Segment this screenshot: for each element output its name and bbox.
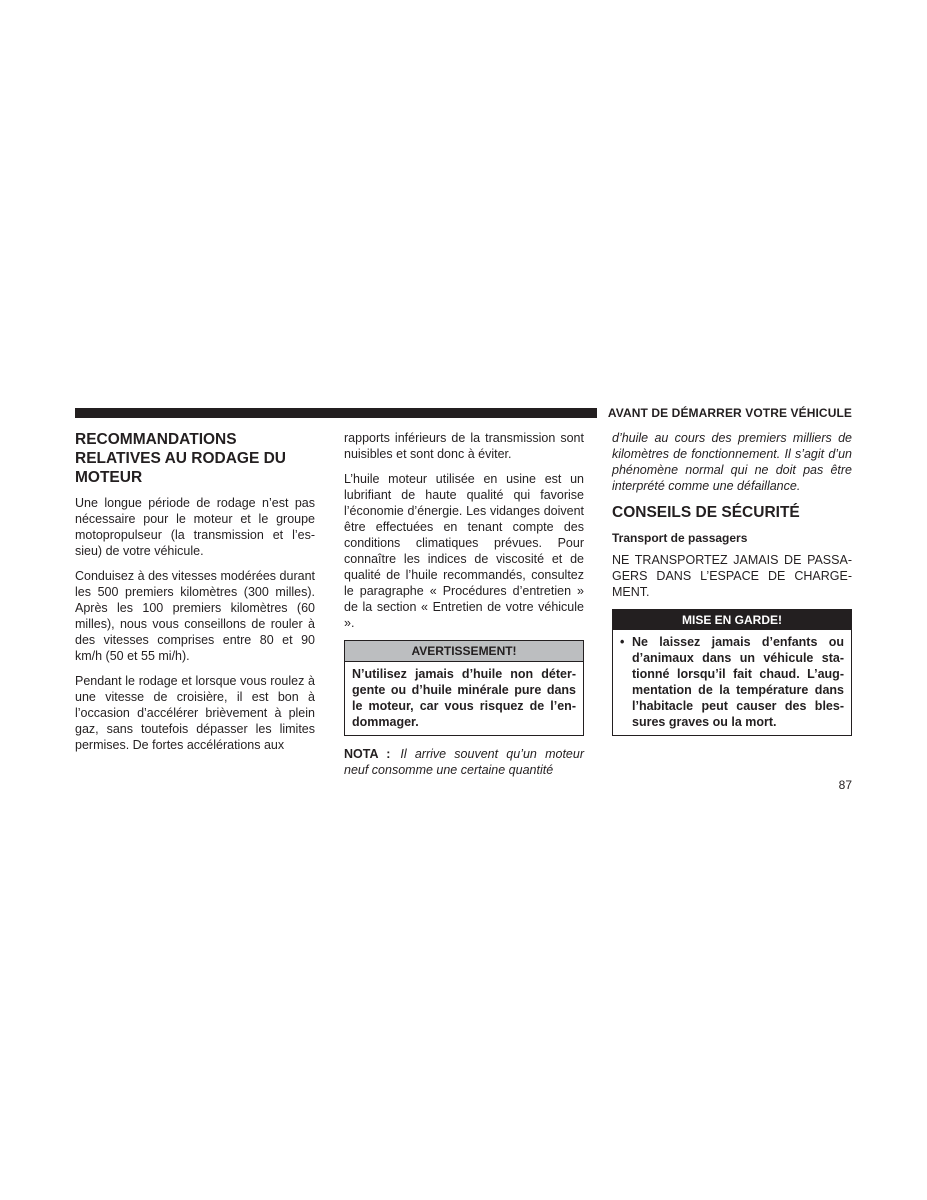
paragraph: Conduisez à des vitesses modérées durant les 500 premiers kilomètres (300 milles). Après les 100 premiers kilomètres (60 milles), nous vous conseillons de rouler à des vitesses comprises entre 80 et 90 km/h (50 et 55 mi/h).: [75, 569, 315, 663]
column-3: [612, 430, 852, 746]
caution-title: MISE EN GARDE!: [613, 610, 851, 630]
nota-continued: d’huile au cours des premiers milliers de kilomètres de fonctionnement. Il s’agit d’un phénomène normal qui ne doit pas être interprété comme une défaillance.: [612, 431, 852, 493]
bullet-icon: •: [620, 635, 625, 649]
caution-body: [613, 630, 851, 735]
nota-text: Il arrive souvent qu’un moteur neuf consomme une certaine quantité: [344, 747, 584, 777]
subheading-passengers: Transport de passagers: [612, 531, 748, 545]
paragraph: Une longue période de rodage n’est pas nécessaire pour le moteur et le groupe motopropulseur (la transmission et l’essieu) de votre véhicule.: [75, 496, 315, 558]
column-2: [344, 430, 584, 787]
caution-box: [612, 609, 852, 736]
column-1: [75, 430, 315, 762]
paragraph: rapports inférieurs de la transmission sont nuisibles et sont donc à éviter.: [344, 431, 584, 461]
paragraph: L’huile moteur utilisée en usine est un lubrifiant de haute qualité qui favorise l’économie d’énergie. Les vidanges doivent être effectuées en tenant compte des conditions climatiques prévues. Pour connaître les indices de viscosité et de qualité de l’huile recommandés, consultez le paragraphe « Procédures d’entretien » de la section « Entretien de votre véhicule ».: [344, 472, 584, 630]
warning-box: [344, 640, 584, 736]
nota-label: NOTA :: [344, 747, 391, 761]
paragraph: NE TRANSPORTEZ JAMAIS DE PASSAGERS DANS L’ESPACE DE CHARGEMENT.: [612, 553, 852, 599]
section-title: AVANT DE DÉMARRER VOTRE VÉHICULE: [607, 406, 852, 420]
nota-paragraph: [344, 746, 584, 778]
caution-text: Ne laissez jamais d’enfants ou d’animaux dans un véhicule stationné lorsqu’il fait chaud. L’augmentation de la température dans l’habitacle peut causer des blessures graves ou la mort.: [632, 635, 844, 729]
caution-bullet-item: [620, 634, 844, 730]
page-number: 87: [838, 778, 852, 792]
header-rule: [75, 408, 597, 418]
paragraph: Pendant le rodage et lorsque vous roulez à une vitesse de croisière, il est bon à l’occasion d’accélérer brièvement à plein gaz, sans toutefois dépasser les limites permises. De fortes accélérations aux: [75, 674, 315, 752]
heading-break-in: RECOMMANDATIONS RELATIVES AU RODAGE DU MOTEUR: [75, 431, 286, 486]
warning-title: AVERTISSEMENT!: [345, 641, 583, 662]
warning-text: N’utilisez jamais d’huile non détergente ou d’huile minérale pure dans le moteur, car vous risquez de l’endommager.: [352, 667, 576, 729]
heading-safety: CONSEILS DE SÉCURITÉ: [612, 504, 800, 521]
